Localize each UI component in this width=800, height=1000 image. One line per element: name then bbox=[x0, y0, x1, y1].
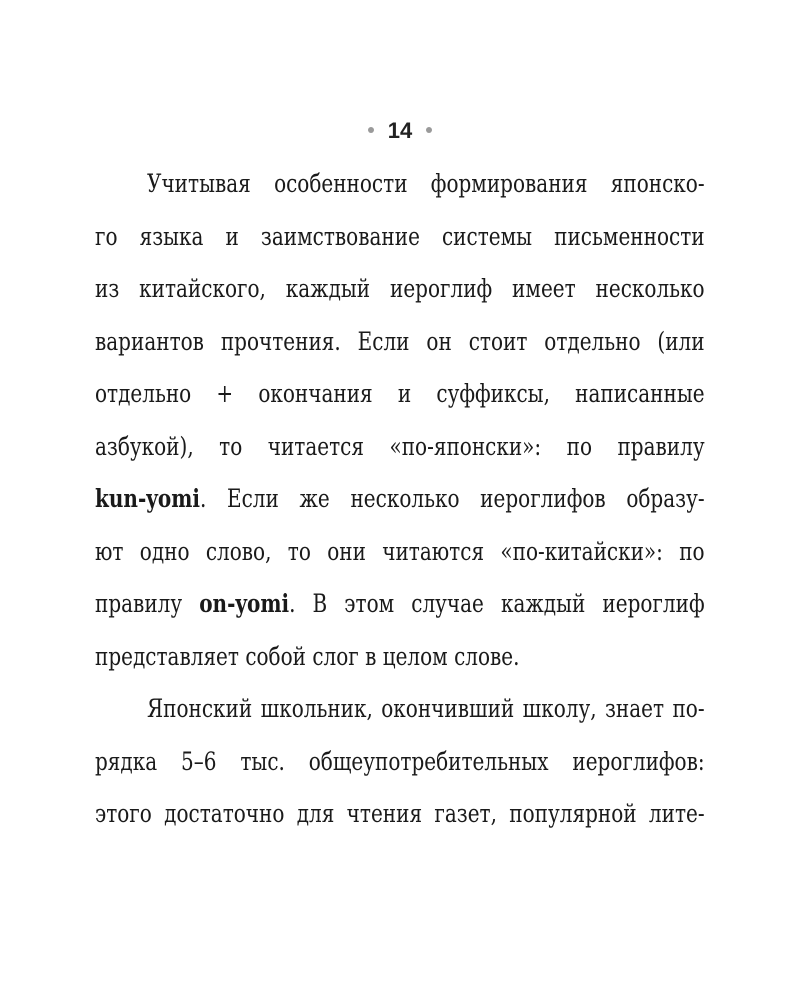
text-line: азбукой), то читается «по-японски»: по правилу bbox=[95, 431, 705, 461]
text-line: из китайского, каждый иероглиф имеет несколько bbox=[95, 274, 705, 303]
term-on-yomi: on-yomi bbox=[199, 589, 290, 618]
text-line: представляет собой слог в целом слове. bbox=[95, 641, 520, 671]
bullet-dot-icon bbox=[426, 127, 432, 133]
page-number: 14 bbox=[387, 118, 413, 143]
text-line: правилу on-yomi. В этом случае каждый иероглиф bbox=[95, 589, 705, 618]
page-number-header bbox=[0, 116, 800, 146]
text-line: Японский школьник, окончивший школу, знает по- bbox=[147, 694, 705, 723]
text-line: ют одно слово, то они читаются «по-китайски»: по bbox=[95, 536, 705, 566]
text-line: этого достаточно для чтения газет, популярной лите- bbox=[95, 799, 705, 828]
body-text bbox=[95, 158, 705, 841]
text-line: рядка 5–6 тыс. общеупотребительных иероглифов: bbox=[95, 746, 705, 776]
text-line: kun-yomi. Если же несколько иероглифов образу- bbox=[95, 484, 705, 513]
bullet-dot-icon bbox=[368, 127, 374, 133]
text-line: го языка и заимствование системы письменности bbox=[95, 221, 705, 251]
text-line: вариантов прочтения. Если он стоит отдельно (или bbox=[95, 326, 705, 356]
text-line: отдельно + окончания и суффиксы, написанные bbox=[95, 379, 705, 408]
term-kun-yomi: kun-yomi bbox=[95, 484, 200, 513]
text-line: Учитывая особенности формирования японско- bbox=[147, 169, 705, 198]
